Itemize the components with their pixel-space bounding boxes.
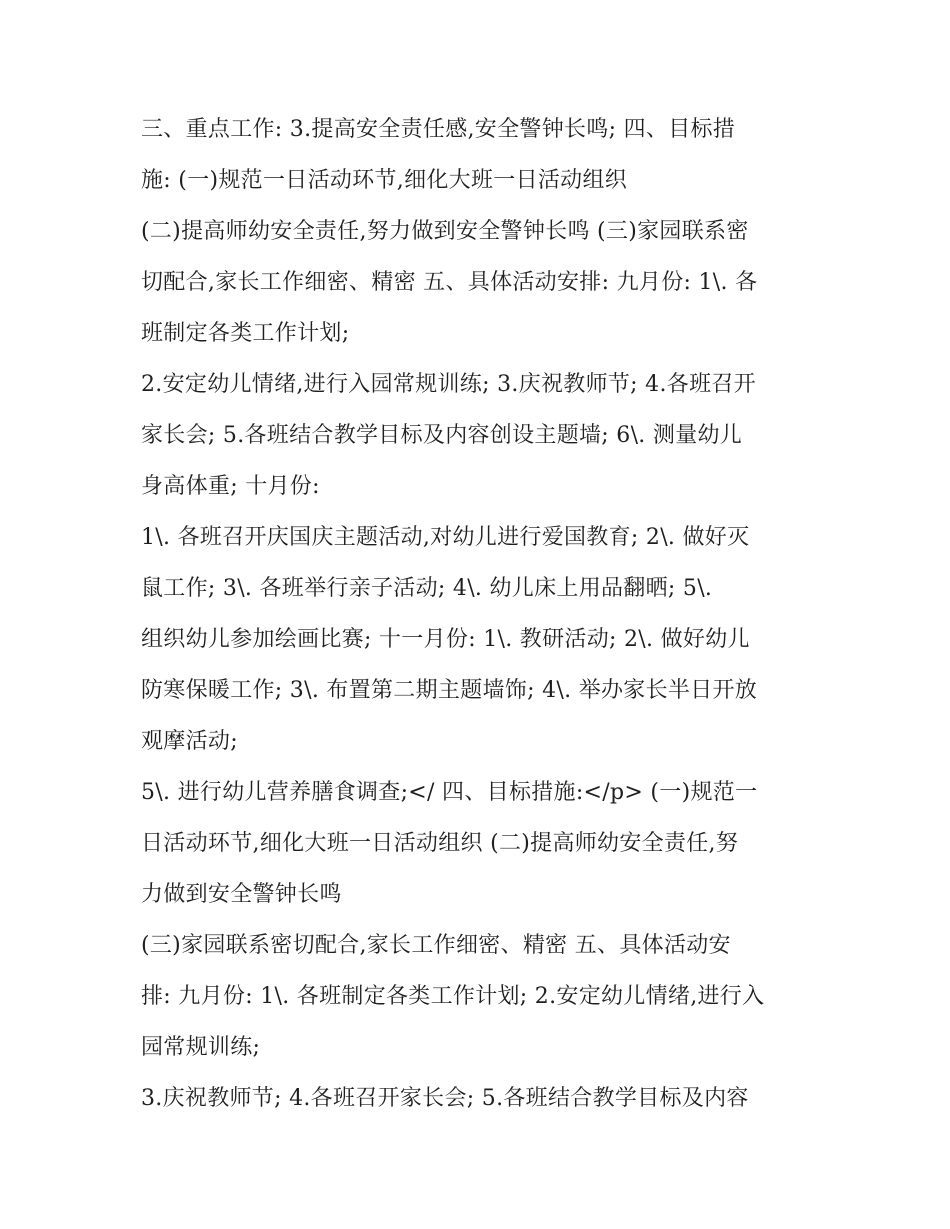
text-line: 力做到安全警钟长鸣: [141, 882, 342, 907]
text-line: 5\. 进行幼儿营养膳食调查;</ 四、目标措施:</p> (一)规范一: [141, 780, 758, 805]
text-line: 日活动环节,细化大班一日活动组织 (二)提高师幼安全责任,努: [141, 831, 739, 856]
text-line: 防寒保暖工作; 3\. 布置第二期主题墙饰; 4\. 举办家长半日开放: [141, 678, 758, 703]
text-line: 3.庆祝教师节; 4.各班召开家长会; 5.各班结合教学目标及内容: [141, 1086, 749, 1111]
text-line: 家长会; 5.各班结合教学目标及内容创设主题墙; 6\. 测量幼儿: [141, 423, 743, 448]
text-line: 三、重点工作: 3.提高安全责任感,安全警钟长鸣; 四、目标措: [141, 117, 736, 142]
text-line: 观摩活动;: [141, 729, 238, 754]
text-line: 园常规训练;: [141, 1035, 261, 1060]
text-line: 2.安定幼儿情绪,进行入园常规训练; 3.庆祝教师节; 4.各班召开: [141, 372, 756, 397]
text-line: 排: 九月份: 1\. 各班制定各类工作计划; 2.安定幼儿情绪,进行入: [141, 984, 765, 1009]
text-line: 1\. 各班召开庆国庆主题活动,对幼儿进行爱国教育; 2\. 做好灭: [141, 525, 750, 550]
text-line: 班制定各类工作计划;: [141, 321, 350, 346]
text-line: 组织幼儿参加绘画比赛; 十一月份: 1\. 教研活动; 2\. 做好幼儿: [141, 627, 750, 652]
text-line: (二)提高师幼安全责任,努力做到安全警钟长鸣 (三)家园联系密: [141, 219, 749, 244]
text-line: 切配合,家长工作细密、精密 五、具体活动安排: 九月份: 1\. 各: [141, 270, 758, 295]
text-line: 鼠工作; 3\. 各班举行亲子活动; 4\. 幼儿床上用品翻晒; 5\.: [141, 576, 713, 601]
document-body: [141, 104, 821, 1124]
text-line: (三)家园联系密切配合,家长工作细密、精密 五、具体活动安: [141, 933, 731, 958]
text-line: 施: (一)规范一日活动环节,细化大班一日活动组织: [141, 168, 628, 193]
text-line: 身高体重; 十月份:: [141, 474, 320, 499]
